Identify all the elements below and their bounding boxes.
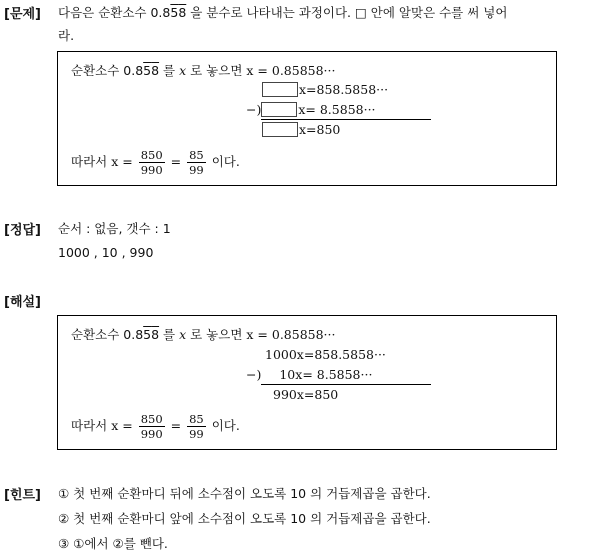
equation-row-1 <box>262 82 388 97</box>
intro-text: 로 놓으면 <box>186 63 247 78</box>
fraction-numerator: 85 <box>189 148 204 162</box>
intro-text: 를 <box>159 63 180 78</box>
hint-item-3: ③ ①에서 ②를 뺀다. <box>58 536 168 551</box>
conclusion-eq: x = <box>111 154 133 169</box>
problem-text-line2: 라. <box>58 28 75 43</box>
answer-blank-2[interactable] <box>261 102 297 117</box>
answer-line1: 순서 : 없음, 갯수 : 1 <box>58 221 171 236</box>
conclusion-text: 따라서 <box>71 418 112 433</box>
fraction-85-99 <box>187 412 206 441</box>
answer-tag: [정답] <box>4 223 41 238</box>
solution-row-3: 990x=850 <box>273 387 339 402</box>
variable-x: x <box>179 63 187 78</box>
fraction-85-99 <box>187 148 206 177</box>
answer-blank-3[interactable] <box>262 122 298 137</box>
subtract-operator: −) <box>246 102 262 117</box>
repeat-digit-end: 8 <box>151 63 160 78</box>
intro-equation: x = 0.85858··· <box>246 327 336 342</box>
equals-sign: = <box>170 154 182 169</box>
fraction-denominator: 990 <box>140 163 163 177</box>
problem-box <box>57 51 557 186</box>
fraction-denominator: 99 <box>189 163 204 177</box>
repeat-digit-start: 5 <box>170 5 179 20</box>
equation-row-2 <box>246 102 376 117</box>
problem-text-line1 <box>58 3 507 21</box>
intro-text: 순환소수 0.8 <box>71 327 144 342</box>
repeat-digit-start: 5 <box>143 63 152 78</box>
fraction-denominator: 99 <box>189 427 204 441</box>
repeat-digit-end: 8 <box>178 5 187 20</box>
conclusion-text: 따라서 <box>71 154 112 169</box>
fraction-numerator: 850 <box>140 412 163 426</box>
explanation-box-intro <box>71 325 335 343</box>
equation-row-1-text: x=858.5858··· <box>299 82 389 97</box>
hint-tag: [힌트] <box>4 488 41 503</box>
subtraction-line <box>261 384 431 385</box>
explanation-box-conclusion <box>71 412 240 441</box>
problem-box-conclusion <box>71 148 240 177</box>
fraction-850-990 <box>139 412 165 441</box>
hint-item-1: ① 첫 번째 순환마디 뒤에 소수점이 오도록 10 의 거듭제곱을 곱한다. <box>58 486 431 501</box>
fraction-850-990 <box>139 148 165 177</box>
conclusion-text: 이다. <box>207 418 240 433</box>
hint-item-2: ② 첫 번째 순환마디 앞에 소수점이 오도록 10 의 거듭제곱을 곱한다. <box>58 511 431 526</box>
problem-box-intro <box>71 61 335 79</box>
intro-equation: x = 0.85858··· <box>246 63 336 78</box>
variable-x: x <box>179 327 187 342</box>
intro-text: 를 <box>159 327 180 342</box>
fraction-numerator: 850 <box>140 148 163 162</box>
solution-row-2 <box>246 367 372 382</box>
intro-text: 순환소수 0.8 <box>71 63 144 78</box>
repeat-digit-start: 5 <box>143 327 152 342</box>
intro-text: 로 놓으면 <box>186 327 247 342</box>
problem-text-d: 을 분수로 나타내는 과정이다. □ 안에 알맞은 수를 써 넣어 <box>186 5 508 20</box>
subtract-operator: −) <box>246 367 262 382</box>
equation-row-2-text: x= 8.5858··· <box>298 102 376 117</box>
fraction-denominator: 990 <box>140 427 163 441</box>
solution-row-2-text: 10x= 8.5858··· <box>279 367 373 382</box>
repeat-digit-end: 8 <box>151 327 160 342</box>
problem-tag: [문제] <box>4 7 41 22</box>
subtraction-line <box>261 119 431 120</box>
conclusion-eq: x = <box>111 418 133 433</box>
conclusion-text: 이다. <box>207 154 240 169</box>
solution-row-1: 1000x=858.5858··· <box>265 347 386 362</box>
problem-text-a: 다음은 순환소수 0.8 <box>58 5 171 20</box>
explanation-tag: [해설] <box>4 295 41 310</box>
equation-row-3 <box>262 122 340 137</box>
fraction-numerator: 85 <box>189 412 204 426</box>
equals-sign: = <box>170 418 182 433</box>
answer-blank-1[interactable] <box>262 82 298 97</box>
explanation-box <box>57 315 557 450</box>
equation-row-3-text: x=850 <box>299 122 341 137</box>
answer-line2: 1000 , 10 , 990 <box>58 245 154 260</box>
